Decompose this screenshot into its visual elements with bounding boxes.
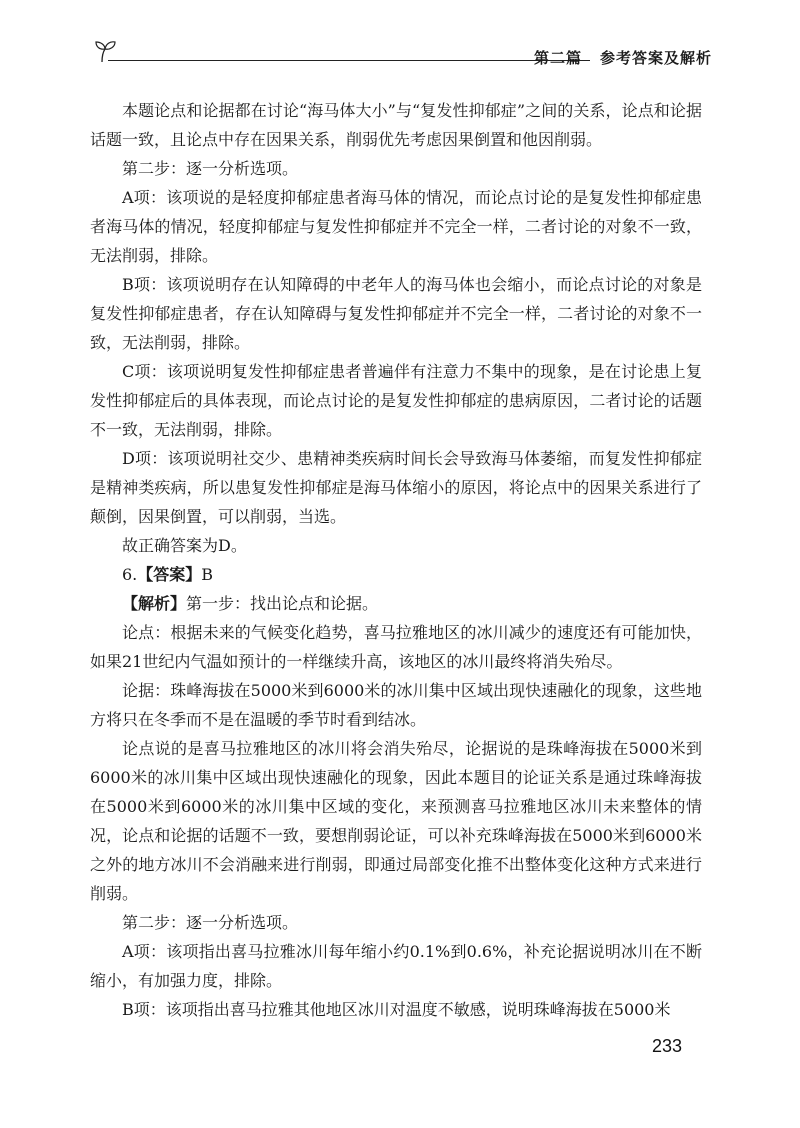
paragraph: 论点说的是喜马拉雅地区的冰川将会消失殆尽，论据说的是珠峰海拔在5000米到6000米的冰川集中区域出现快速融化的现象，因此本题目的论证关系是通过珠峰海拔在5000米到6000米的冰川集中区域的变化，来预测喜马拉雅地区冰川未来整体的情况，论点和论据的话题不一致，要想削弱论证，可以补充珠峰海拔在5000米到6000米之外的地方冰川不会消融来进行削弱，即通过局部变化推不出整体变化这种方式来进行削弱。 [90,739,702,903]
header-rule [108,60,590,61]
paragraph: 故正确答案为D。 [122,536,247,555]
paragraph: A项：该项说的是轻度抑郁症患者海马体的情况，而论点讨论的是复发性抑郁症患者海马体的情况，轻度抑郁症与复发性抑郁症并不完全一样，二者讨论的对象不一致，无法削弱，排除。 [90,188,702,265]
analysis-line [90,589,702,618]
paragraph: D项：该项说明社交少、患精神类疾病时间长会导致海马体萎缩，而复发性抑郁症是精神类疾病，所以患复发性抑郁症是海马体缩小的原因，将论点中的因果关系进行了颠倒，因果倒置，可以削弱，当选。 [90,449,702,526]
sprout-icon [88,36,118,66]
answer-line [90,560,702,589]
header-section: 参考答案及解析 [599,49,712,67]
answer-label: 【答案】 [137,565,202,584]
answer-value: B [201,565,214,584]
analysis-step: 第一步：找出论点和论据。 [186,594,379,613]
page-content [90,96,702,1024]
running-header [88,36,712,68]
paragraph: 本题论点和论据都在讨论“海马体大小”与“复发性抑郁症”之间的关系，论点和论据话题一致，且论点中存在因果关系，削弱优先考虑因果倒置和他因削弱。 [90,101,702,149]
paragraph: A项：该项指出喜马拉雅冰川每年缩小约0.1%到0.6%，补充论据说明冰川在不断缩小，有加强力度，排除。 [90,942,702,990]
header-part: 第二篇 [533,49,582,67]
paragraph: 论据：珠峰海拔在5000米到6000米的冰川集中区域出现快速融化的现象，这些地方将只在冬季而不是在温暖的季节时看到结冰。 [90,681,702,729]
question-number: 6. [122,565,138,584]
analysis-label: 【解析】 [122,594,187,613]
paragraph: B项：该项指出喜马拉雅其他地区冰川对温度不敏感，说明珠峰海拔在5000米 [122,1000,671,1019]
paragraph: 第二步：逐一分析选项。 [122,913,299,932]
paragraph: B项：该项说明存在认知障碍的中老年人的海马体也会缩小，而论点讨论的对象是复发性抑郁症患者，存在认知障碍与复发性抑郁症并不完全一样，二者讨论的对象不一致，无法削弱，排除。 [90,275,702,352]
paragraph: 第二步：逐一分析选项。 [122,159,299,178]
paragraph: C项：该项说明复发性抑郁症患者普遍伴有注意力不集中的现象，是在讨论患上复发性抑郁症后的具体表现，而论点讨论的是复发性抑郁症的患病原因，二者讨论的话题不一致，无法削弱，排除。 [90,362,702,439]
paragraph: 论点：根据未来的气候变化趋势，喜马拉雅地区的冰川减少的速度还有可能加快，如果21世纪内气温如预计的一样继续升高，该地区的冰川最终将消失殆尽。 [90,623,702,671]
page-number: 233 [652,1036,683,1056]
header-title [534,47,712,68]
